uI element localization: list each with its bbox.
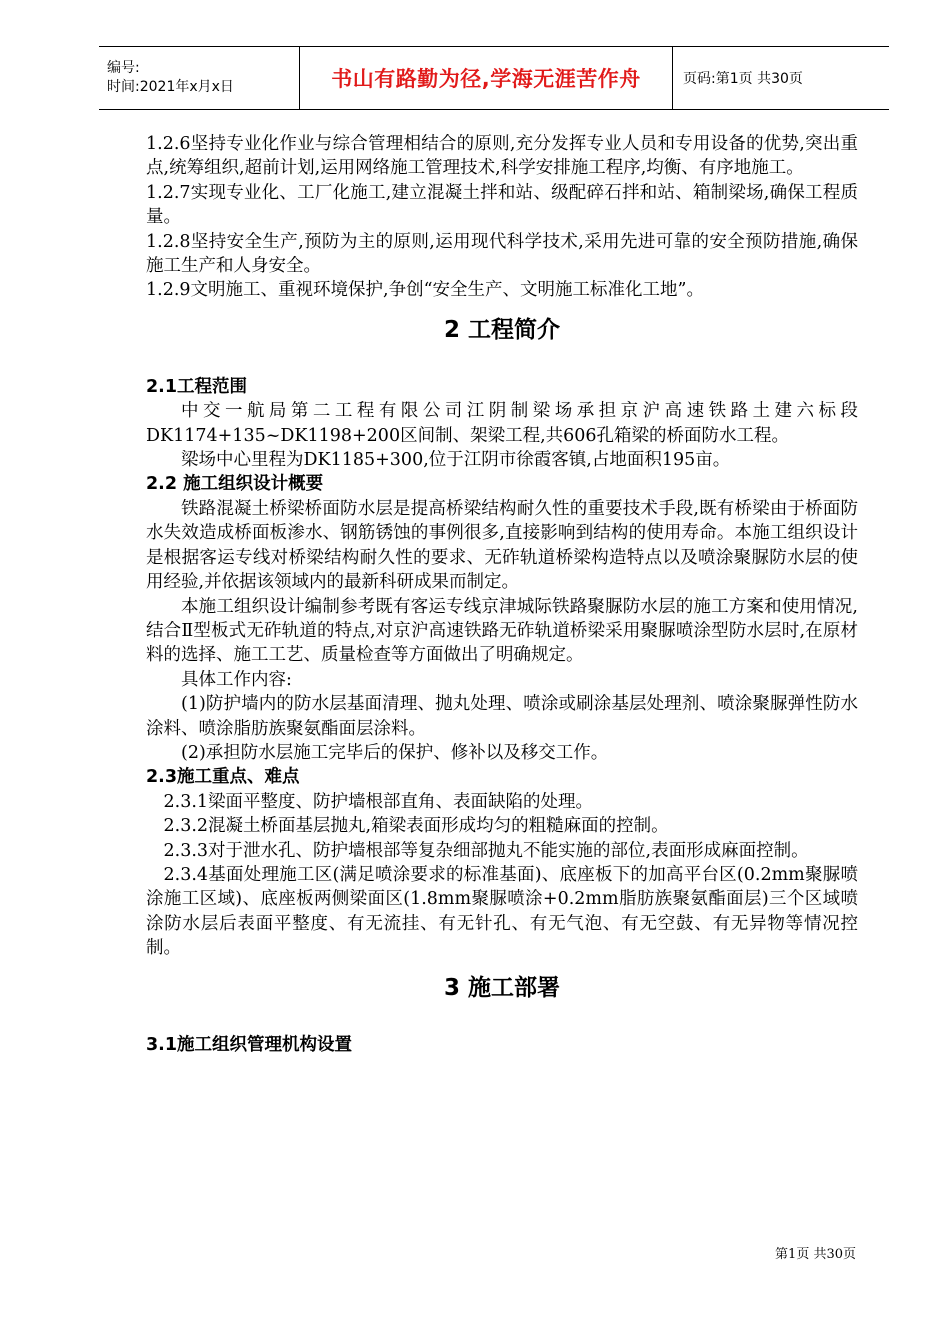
header-page-number: 页码:第1页 共30页 [683, 71, 803, 87]
section-2-1-paragraph-2: 梁场中心里程为DK1185+300,位于江阴市徐霞客镇,占地面积195亩。 [181, 450, 731, 471]
section-3-1-heading: 3.1施工组织管理机构设置 [146, 1034, 353, 1055]
document-body [146, 132, 858, 1057]
section-2-2-paragraph-1: 铁路混凝土桥梁桥面防水层是提高桥梁结构耐久性的重要技术手段,既有桥梁由于桥面防水失效造成桥面板渗水、钢筋锈蚀的事例很多,直接影响到结构的使用寿命。本施工组织设计是根据客运专线对桥梁结构耐久性的要求、无砟轨道桥梁构造特点以及喷涂聚脲防水层的使用经验,并依据该领域内的最新科研成果而制定。 [146, 498, 858, 593]
page-footer-number: 第1页 共30页 [775, 1247, 856, 1262]
section-2-3-paragraph-2: 2.3.2混凝土桥面基层抛丸,箱梁表面形成均匀的粗糙麻面的控制。 [163, 816, 669, 837]
section-2-1-paragraph-1: 中交一航局第二工程有限公司江阴制梁场承担京沪高速铁路土建六标段DK1174+135~DK1198+200区间制、架梁工程,共606孔箱梁的桥面防水工程。 [146, 401, 858, 446]
header-meta [99, 47, 300, 109]
paragraph-1-2-6: 1.2.6坚持专业化作业与综合管理相结合的原则,充分发挥专业人员和专用设备的优势,突出重点,统筹组织,超前计划,运用网络施工管理技术,科学安排施工程序,均衡、有序地施工。 [146, 134, 858, 179]
section-2-2-paragraph-4: (1)防护墙内的防水层基面清理、抛丸处理、喷涂或刷涂基层处理剂、喷涂聚脲弹性防水涂料、喷涂脂肪族聚氨酯面层涂料。 [146, 694, 858, 739]
paragraph-1-2-9: 1.2.9文明施工、重视环境保护,争创“安全生产、文明施工标准化工地”。 [146, 280, 704, 301]
section-2-2-paragraph-2: 本施工组织设计编制参考既有客运专线京津城际铁路聚脲防水层的施工方案和使用情况,结合Ⅱ型板式无砟轨道的特点,对京沪高速铁路无砟轨道桥梁采用聚脲喷涂型防水层时,在原材料的选择、施工工艺、质量检查等方面做出了明确规定。 [146, 596, 858, 666]
header-motto: 书山有路勤为径,学海无涯苦作舟 [331, 67, 641, 91]
document-date-label: 时间:2021年x月x日 [107, 79, 234, 95]
page-header [99, 46, 889, 110]
section-2-2-paragraph-3: 具体工作内容: [181, 669, 292, 690]
section-2-1-heading: 2.1工程范围 [146, 376, 248, 397]
section-3-heading: 3 施工部署 [443, 974, 560, 1001]
section-2-3-paragraph-3: 2.3.3对于泄水孔、防护墙根部等复杂细部抛丸不能实施的部位,表面形成麻面控制。 [163, 840, 809, 861]
section-2-heading: 2 工程简介 [443, 316, 560, 343]
paragraph-1-2-7: 1.2.7实现专业化、工厂化施工,建立混凝土拌和站、级配碎石拌和站、箱制梁场,确保工程质量。 [146, 182, 858, 228]
document-number-label: 编号: [107, 60, 140, 76]
section-2-3-paragraph-4: 2.3.4基面处理施工区(满足喷涂要求的标准基面)、底座板下的加高平台区(0.2mm聚脲喷涂施工区域)、底座板两侧梁面区(1.8mm聚脲喷涂+0.2mm脂肪族聚氨酯面层)三个区域喷涂防水层后表面平整度、有无流挂、有无针孔、有无气泡、有无空鼓、有无异物等情况控制。 [146, 864, 858, 959]
section-2-3-heading: 2.3施工重点、难点 [146, 767, 300, 788]
section-2-3-paragraph-1: 2.3.1梁面平整度、防护墙根部直角、表面缺陷的处理。 [163, 791, 594, 812]
header-motto-cell [300, 47, 673, 109]
paragraph-1-2-8: 1.2.8坚持安全生产,预防为主的原则,运用现代科学技术,采用先进可靠的安全预防措施,确保施工生产和人身安全。 [146, 231, 858, 277]
header-page-cell [673, 47, 889, 109]
section-2-2-heading: 2.2 施工组织设计概要 [146, 474, 324, 495]
section-2-2-paragraph-5: (2)承担防水层施工完毕后的保护、修补以及移交工作。 [181, 742, 609, 763]
